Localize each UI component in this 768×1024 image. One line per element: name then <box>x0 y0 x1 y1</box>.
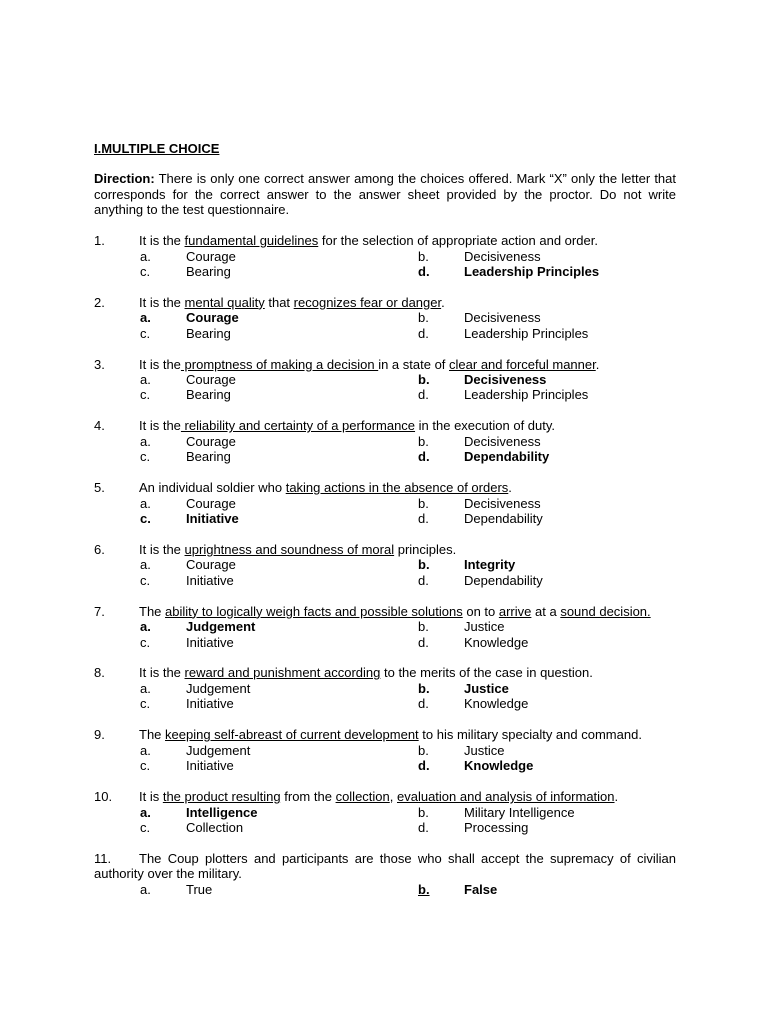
question-text <box>94 542 676 558</box>
underlined-phrase: sound decision. <box>560 603 651 619</box>
option-letter: d. <box>418 572 429 588</box>
option-text: Military Intelligence <box>464 804 575 820</box>
question-text <box>94 665 676 681</box>
option-text: Knowledge <box>464 758 534 774</box>
question-text-segment: in a state of <box>378 356 450 372</box>
option-text: Intelligence <box>186 804 258 820</box>
question-text <box>94 295 676 311</box>
option-text: Decisiveness <box>464 495 541 511</box>
option-row <box>94 264 676 279</box>
option-letter: b. <box>418 742 429 758</box>
option-row <box>94 805 676 820</box>
option-row <box>94 449 676 464</box>
option-letter: b. <box>418 680 430 696</box>
option-text: Dependability <box>464 511 543 527</box>
option-letter: c. <box>140 511 151 527</box>
option-text: Knowledge <box>464 696 529 712</box>
question-text-segment: The <box>139 727 166 743</box>
question-stem <box>94 233 676 249</box>
option-text: Knowledge <box>464 634 529 650</box>
option-letter: d. <box>418 263 430 279</box>
question-number: 8. <box>94 665 105 681</box>
option-row <box>94 496 676 511</box>
option-row <box>94 310 676 325</box>
option-text: Processing <box>464 819 529 835</box>
option-text: Decisiveness <box>464 310 541 326</box>
option-text: Judgement <box>186 742 251 758</box>
option-letter: c. <box>140 696 151 712</box>
underlined-phrase: arrive <box>498 603 532 619</box>
question-text <box>94 789 676 805</box>
question-text <box>94 418 676 434</box>
option-letter: b. <box>418 557 430 573</box>
option-letter: c. <box>140 387 151 403</box>
option-letter: b. <box>418 310 429 326</box>
question-item <box>94 604 676 650</box>
option-text: Leadership Principles <box>464 263 600 279</box>
option-text: Courage <box>186 248 236 264</box>
option-row <box>94 511 676 526</box>
option-letter: c. <box>140 758 151 774</box>
option-letter: c. <box>140 449 151 465</box>
question-stem <box>94 727 676 743</box>
option-letter: d. <box>418 387 429 403</box>
option-row <box>94 387 676 402</box>
option-row <box>94 882 676 897</box>
option-row <box>94 820 676 835</box>
question-list <box>94 233 676 913</box>
question-number: 6. <box>94 541 105 557</box>
option-letter: c. <box>140 325 151 341</box>
question-item <box>94 295 676 341</box>
option-letter: d. <box>418 758 430 774</box>
option-text: Bearing <box>186 263 231 279</box>
option-text: Courage <box>186 433 236 449</box>
question-text-segment: . <box>614 789 619 805</box>
option-letter: a. <box>140 433 151 449</box>
question-stem <box>94 604 676 620</box>
option-text: Courage <box>186 310 239 326</box>
option-letter: a. <box>140 248 151 264</box>
option-text: Dependability <box>464 449 550 465</box>
question-stem <box>94 665 676 681</box>
question-item <box>94 480 676 526</box>
underlined-phrase: evaluation and analysis of information <box>397 789 615 805</box>
option-text: True <box>186 881 213 897</box>
option-letter: d. <box>418 819 429 835</box>
option-letter: b. <box>418 372 430 388</box>
question-text-segment: at a <box>531 603 561 619</box>
question-text-segment: It is the <box>139 418 181 434</box>
option-text: Dependability <box>464 572 543 588</box>
option-text: Decisiveness <box>464 248 541 264</box>
option-letter: a. <box>140 680 151 696</box>
option-row <box>94 372 676 387</box>
question-text-segment: , <box>389 789 397 805</box>
option-text: Justice <box>464 742 505 758</box>
question-text-segment: . <box>595 356 600 372</box>
option-text: Decisiveness <box>464 433 541 449</box>
underlined-phrase: recognizes fear or danger <box>293 294 442 310</box>
question-text <box>94 727 676 743</box>
underlined-phrase: ability to logically weigh facts and possible solutions <box>165 603 463 619</box>
option-letter: c. <box>140 819 151 835</box>
question-text-segment: to his military specialty and command. <box>418 727 642 743</box>
question-text-segment: . <box>441 294 445 310</box>
option-letter: d. <box>418 511 429 527</box>
option-row <box>94 573 676 588</box>
option-letter: a. <box>140 557 151 573</box>
question-text-segment: principles. <box>394 541 457 557</box>
option-letter: b. <box>418 881 430 897</box>
question-text-segment: on to <box>462 603 499 619</box>
option-text: Courage <box>186 372 236 388</box>
option-text: False <box>464 881 498 897</box>
question-text-segment: to the merits of the case in question. <box>380 665 593 681</box>
underlined-phrase: taking actions in the absence of orders <box>285 480 509 496</box>
question-text <box>94 357 676 373</box>
underlined-phrase: clear and forceful manner <box>449 356 596 372</box>
option-text: Decisiveness <box>464 372 547 388</box>
underlined-phrase: reward and punishment according <box>184 665 381 681</box>
question-text <box>94 233 676 249</box>
question-number: 4. <box>94 418 105 434</box>
option-text: Courage <box>186 557 236 573</box>
option-letter: a. <box>140 310 151 326</box>
question-stem <box>94 295 676 311</box>
option-letter: c. <box>140 263 151 279</box>
option-text: Leadership Principles <box>464 325 589 341</box>
direction-text: There is only one correct answer among the choices offered. Mark “X” only the letter that corresponds for the correct answer to the answer sheet provided by the proctor. Do not write anything to the test questionnaire. <box>94 171 676 217</box>
option-text: Initiative <box>186 634 234 650</box>
option-letter: c. <box>140 634 151 650</box>
option-letter: a. <box>140 372 151 388</box>
option-text: Justice <box>464 619 505 635</box>
underlined-phrase: keeping self-abreast of current development <box>165 727 419 743</box>
option-text: Initiative <box>186 758 234 774</box>
option-row <box>94 635 676 650</box>
question-number: 3. <box>94 356 105 372</box>
question-stem <box>94 542 676 558</box>
option-text: Initiative <box>186 511 239 527</box>
direction-paragraph <box>94 171 676 218</box>
question-number: 2. <box>94 294 105 310</box>
question-text-segment: for the selection of appropriate action and order. <box>318 233 598 248</box>
option-text: Bearing <box>186 387 231 403</box>
underlined-phrase: promptness of making a decision <box>180 356 379 372</box>
option-letter: a. <box>140 742 151 758</box>
option-letter: b. <box>418 495 429 511</box>
question-text-segment: . <box>508 480 512 496</box>
option-text: Initiative <box>186 696 234 712</box>
question-item <box>94 789 676 835</box>
direction-label: Direction: <box>94 171 155 186</box>
option-row <box>94 326 676 341</box>
question-item <box>94 233 676 279</box>
underlined-phrase: uprightness and soundness of moral <box>184 541 395 557</box>
option-row <box>94 743 676 758</box>
option-row <box>94 619 676 634</box>
question-text <box>94 480 676 496</box>
option-text: Collection <box>186 819 244 835</box>
section-title: I.MULTIPLE CHOICE <box>94 141 220 156</box>
question-item <box>94 851 676 897</box>
question-text-segment: that <box>264 294 294 310</box>
question-text-segment: It is the <box>139 233 185 248</box>
option-text: Initiative <box>186 572 234 588</box>
question-number: 9. <box>94 727 105 743</box>
question-text-segment: The Coup plotters and participants are those who shall accept the supremacy of civilian authority over the military. <box>94 850 676 882</box>
question-text-segment: It is the <box>139 356 181 372</box>
option-row <box>94 249 676 264</box>
option-letter: a. <box>140 881 151 897</box>
question-item <box>94 542 676 588</box>
underlined-phrase: fundamental guidelines <box>184 233 319 248</box>
question-text-segment: The <box>139 603 166 619</box>
option-text: Bearing <box>186 449 231 465</box>
option-letter: a. <box>140 619 151 635</box>
option-row <box>94 434 676 449</box>
question-stem <box>94 357 676 373</box>
option-row <box>94 557 676 572</box>
question-text-segment: It is the <box>139 294 185 310</box>
option-letter: a. <box>140 804 151 820</box>
option-letter: c. <box>140 572 151 588</box>
question-number: 11. <box>94 850 112 866</box>
underlined-phrase: mental quality <box>184 294 265 310</box>
option-text: Judgement <box>186 680 251 696</box>
option-text: Courage <box>186 495 236 511</box>
option-letter: d. <box>418 696 429 712</box>
option-text: Justice <box>464 680 509 696</box>
question-text-segment: in the execution of duty. <box>415 418 556 434</box>
question-text-segment: It is the <box>139 665 185 681</box>
question-stem <box>94 851 676 882</box>
question-item <box>94 418 676 464</box>
question-text-segment: It is <box>139 789 163 805</box>
option-letter: b. <box>418 248 429 264</box>
question-number: 10. <box>94 789 113 805</box>
question-text-segment: An individual soldier who <box>139 480 286 496</box>
option-letter: d. <box>418 449 430 465</box>
underlined-phrase: reliability and certainty of a performance <box>180 418 416 434</box>
question-number: 5. <box>94 480 105 496</box>
option-text: Bearing <box>186 325 231 341</box>
option-row <box>94 758 676 773</box>
option-row <box>94 696 676 711</box>
underlined-phrase: the product resulting <box>162 789 281 805</box>
option-row <box>94 681 676 696</box>
underlined-phrase: collection <box>335 789 390 805</box>
question-stem <box>94 789 676 805</box>
option-letter: b. <box>418 433 429 449</box>
option-text: Judgement <box>186 619 256 635</box>
question-stem <box>94 480 676 496</box>
option-letter: d. <box>418 325 429 341</box>
option-letter: d. <box>418 634 429 650</box>
question-item <box>94 727 676 773</box>
question-text <box>94 851 676 882</box>
option-letter: a. <box>140 495 151 511</box>
question-number: 1. <box>94 233 105 248</box>
question-item <box>94 665 676 711</box>
option-text: Integrity <box>464 557 516 573</box>
question-text <box>94 604 676 620</box>
option-letter: b. <box>418 804 429 820</box>
question-stem <box>94 418 676 434</box>
option-text: Leadership Principles <box>464 387 589 403</box>
question-text-segment: from the <box>280 789 336 805</box>
question-text-segment: It is the <box>139 541 185 557</box>
question-number: 7. <box>94 603 105 619</box>
question-item <box>94 357 676 403</box>
option-letter: b. <box>418 619 429 635</box>
